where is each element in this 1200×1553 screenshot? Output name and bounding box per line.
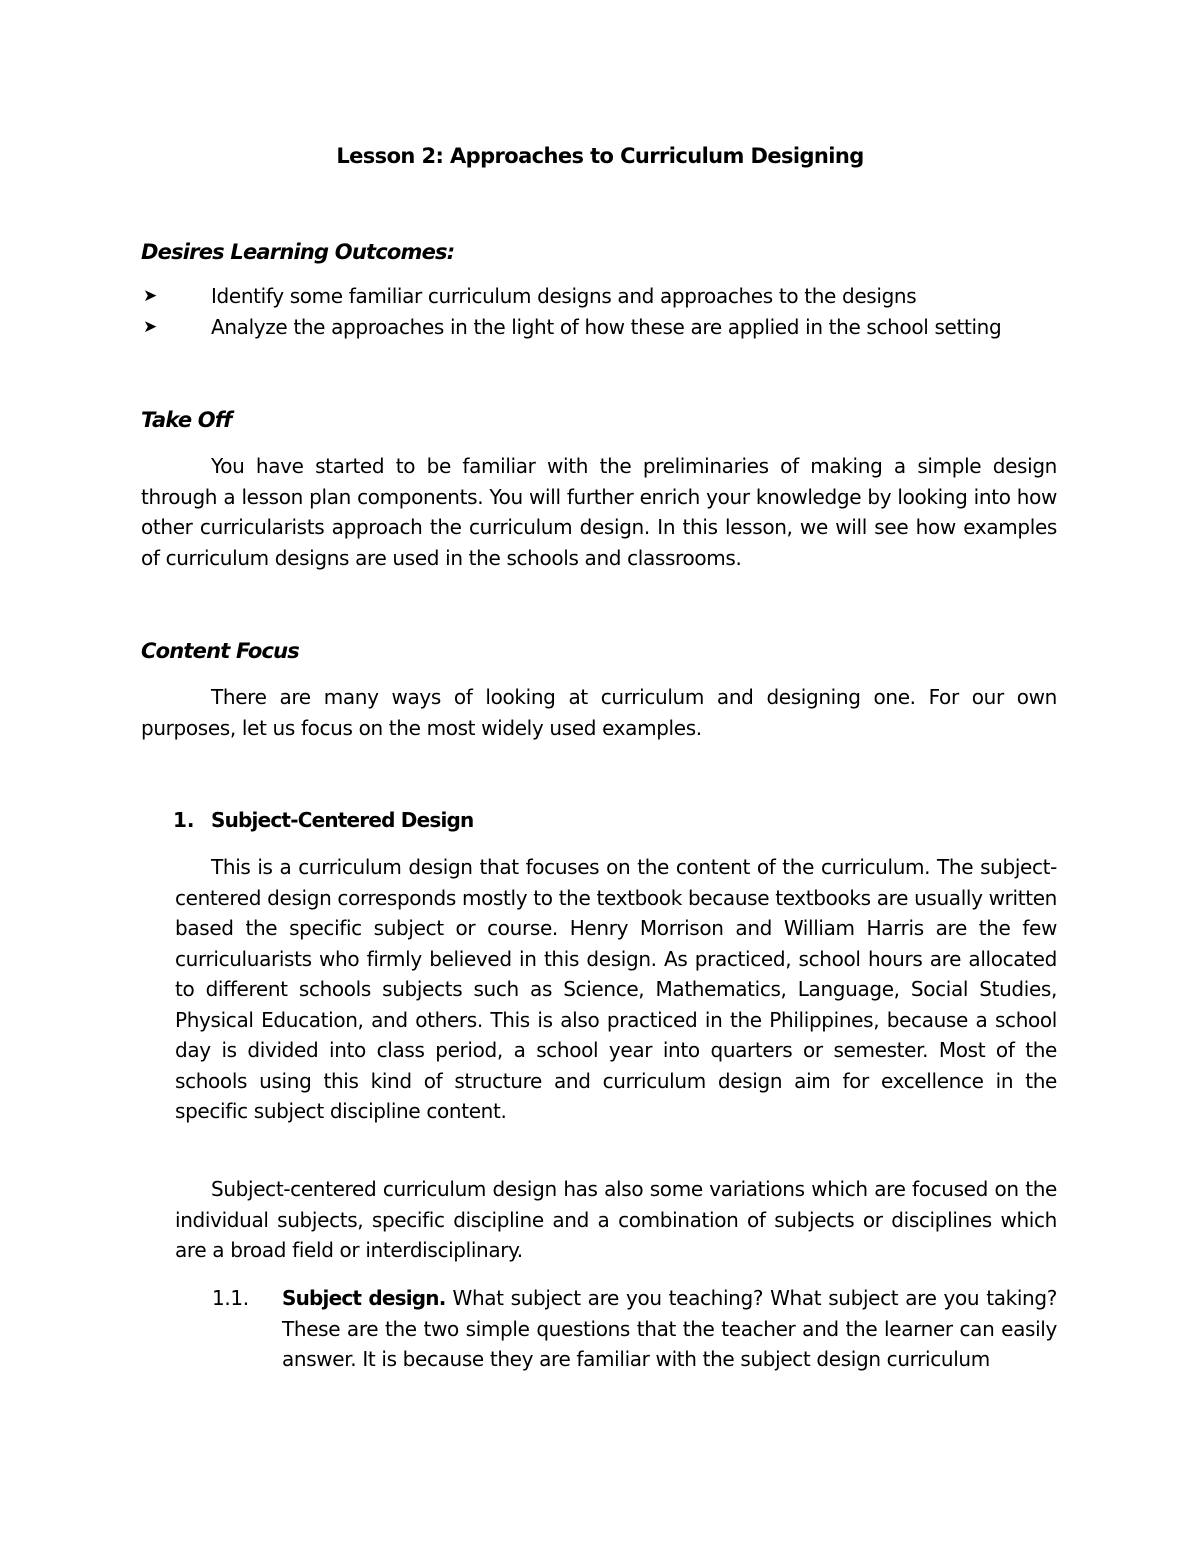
section-number: 1. xyxy=(173,808,195,832)
take-off-paragraph: You have started to be familiar with the preliminaries of making a simple design through a lesson plan components. You will further enrich your knowledge by looking into how other curricularists approach the curriculum design. In this lesson, we will see how examples of curriculum designs are used in the schools and classrooms. xyxy=(141,454,1057,570)
arrowhead-bullet-icon: ➤ xyxy=(143,317,157,337)
section-1-paragraph-2: Subject-centered curriculum design has also some variations which are focused on the individual subjects, specific discipline and a combination of subjects or disciplines which are a broad field or interdisciplinary. xyxy=(175,1177,1057,1262)
learning-outcomes-list xyxy=(141,281,1071,343)
arrowhead-bullet-icon: ➤ xyxy=(143,286,157,306)
subsection-number: 1.1. xyxy=(212,1286,249,1310)
list-item-text: Identify some familiar curriculum designs and approaches to the designs xyxy=(211,284,917,308)
subsection-1-1 xyxy=(212,1283,1057,1375)
subsection-text: What subject are you teaching? What subject are you taking? These are the two simple questions that the teacher and the learner can easily answer. It is because they are familiar with the subject design curriculum xyxy=(282,1286,1057,1371)
learning-outcomes-heading: Desires Learning Outcomes: xyxy=(141,240,455,264)
content-focus-heading: Content Focus xyxy=(141,639,300,663)
take-off-heading: Take Off xyxy=(141,408,232,432)
subsection-body xyxy=(282,1283,1057,1375)
section-title: Subject-Centered Design xyxy=(211,808,474,832)
lesson-title: Lesson 2: Approaches to Curriculum Designing xyxy=(336,144,864,168)
list-item xyxy=(141,281,1071,312)
section-1-paragraph-1: This is a curriculum design that focuses on the content of the curriculum. The subject-centered design corresponds mostly to the textbook because textbooks are usually written based the specific subject or course. Henry Morrison and William Harris are the few curriculuarists who firmly believed in this design. As practiced, school hours are allocated to different schools subjects such as Science, Mathematics, Language, Social Studies, Physical Education, and others. This is also practiced in the Philippines, because a school day is divided into class period, a school year into quarters or semester. Most of the schools using this kind of structure and curriculum design aim for excellence in the specific subject discipline content. xyxy=(175,855,1057,1123)
list-item-text: Analyze the approaches in the light of how these are applied in the school setting xyxy=(211,315,1002,339)
subsection-title: Subject design. xyxy=(282,1286,446,1310)
list-item xyxy=(141,312,1071,343)
content-focus-paragraph: There are many ways of looking at curriculum and designing one. For our own purposes, let us focus on the most widely used examples. xyxy=(141,685,1057,740)
section-1-heading xyxy=(173,805,474,835)
